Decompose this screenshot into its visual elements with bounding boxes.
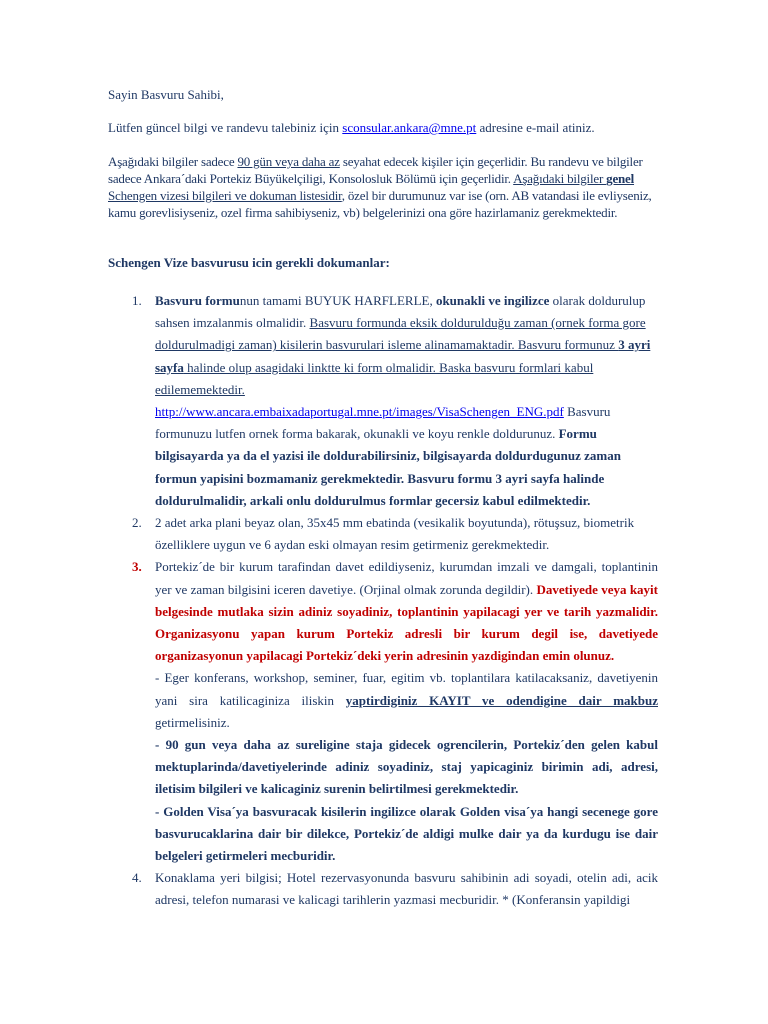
- section-title: Schengen Vize basvurusu icin gerekli dokumanlar:: [108, 255, 390, 270]
- intro-text-3: , özel bir durumunuz var ise (orn. AB vatandasi ile evliyseniz, kamu gorevlisiyseniz, ozel firma sahibiyseniz, vb) belgelerinizi ona göre hazirlamaniz gerekmektedir.: [108, 188, 652, 220]
- item1-bold-instructions: Formu bilgisayarda ya da el yazisi ile doldurabilirsiniz, bilgisayarda doldurdugunuz zaman formun yapisini bozmamaniz gerekmektedir. Basvuru formu 3 ayri sayfa halinde doldurulmalidir, arkali onlu doldurulmus formlar gecersiz kabul edilmektedir.: [155, 426, 621, 508]
- intro-text-1: Aşağıdaki bilgiler sadece: [108, 154, 238, 169]
- intro-underline-general: genel: [606, 171, 635, 186]
- intro-paragraph: [108, 153, 658, 221]
- invitation-paragraph: [155, 556, 658, 667]
- item1-underline-1: Basvuru formunda eksik doldurulduğu zaman (ornek forma gore doldurulmadigi zaman) kisilerin basvurulari isleme alinamamaktadir. Basvuru formunuz: [155, 315, 646, 353]
- list-number: 2.: [132, 515, 142, 531]
- contact-text-after: adresine e-mail atiniz.: [476, 120, 595, 135]
- visa-form-link[interactable]: http://www.ancara.embaixadaportugal.mne.pt/images/VisaSchengen_ENG.pdf: [155, 404, 564, 420]
- golden-visa-paragraph: - Golden Visa´ya basvuracak kisilerin ingilizce olarak Golden visa´ya hangi secenege gore basvurucaklarina dair bir dilekce, Portekiz´de aldigi mulke dair ya da kurdugu ise dair belgeleri getirmeleri mecburidir.: [155, 803, 658, 864]
- list-number: 4.: [132, 870, 142, 886]
- intro-underline-info: Aşağıdaki bilgiler: [513, 171, 607, 186]
- email-link[interactable]: sconsular.ankara@mne.pt: [342, 120, 477, 135]
- readable-english-bold: okunakli ve ingilizce: [435, 293, 550, 308]
- list-number: 3.: [132, 559, 142, 575]
- greeting: Sayin Basvuru Sahibi,: [108, 87, 224, 102]
- internship-paragraph: - 90 gun veya daha az sureligine staja gidecek ogrencilerin, Portekiz´den gelen kabul mektuplarinda/davetiyelerinde adiniz soyadiniz, staj yapicaginiz birimin adi, adresi, iletisim bilgileri ve kalicaginiz surenin belirtilmesi gerekmektedir.: [155, 737, 658, 797]
- list-item-4: [132, 867, 658, 911]
- list-item-body: [155, 290, 658, 512]
- list-number: 1.: [132, 293, 142, 308]
- item1-underline-2: halinde olup asagidaki linktte ki form olmalidir. Baska basvuru formlari kabul edilememektedir.: [155, 359, 594, 397]
- item1-text-2: olarak doldurulup sahsen imzalanmis olmalidir.: [155, 293, 646, 331]
- list-item-2: [132, 512, 658, 556]
- contact-paragraph: [108, 119, 658, 136]
- intro-underline-schengen: Schengen vizesi bilgileri ve dokuman listesidir: [108, 188, 342, 203]
- item3-text-2c: getirmelisiniz.: [155, 714, 230, 730]
- intro-underline-days: 90 gün veya daha az: [237, 154, 340, 169]
- registration-receipt: yaptirdiginiz KAYIT ve odendigine dair makbuz: [345, 692, 658, 708]
- contact-text-before: Lütfen güncel bilgi ve randevu talebiniz için: [108, 120, 343, 135]
- form-bold: Basvuru formu: [155, 293, 240, 308]
- list-item-3: [132, 556, 658, 867]
- conference-paragraph: [155, 667, 658, 734]
- list-item-body: [155, 556, 658, 867]
- requirements-list: [132, 290, 658, 912]
- item1-text-1: nun tamami BUYUK HARFLERLE,: [239, 293, 436, 308]
- list-item-body: Konaklama yeri bilgisi; Hotel rezervasyonunda basvuru sahibinin adi soyadi, otelin adi, acik adresi, telefon numarasi ve kalicagi tarihlerin yazmasi mecburidir. * (Konferansin yapildigi: [155, 870, 658, 908]
- list-item-body: 2 adet arka plani beyaz olan, 35x45 mm ebatinda (vesikalik boyutunda), rötuşsuz, biometrik özelliklere uygun ve 6 aydan eski olmayan resim getirmeniz gerekmektedir.: [155, 515, 635, 553]
- three-pages-bold: 3 ayri sayfa: [155, 337, 651, 375]
- invitation-warning: Davetiyede veya kayit belgesinde mutlaka sizin adiniz soyadiniz, toplantinin yapilacagi yer ve tarih yazmalidir. Organizasyonu yapan kurum Portekiz adresli bir kurum degil ise, davetiyede organizasyonun yapilacagi Portekiz´deki yerin adresinin yazdigindan emin olunuz.: [155, 581, 658, 664]
- item3-text-2a: - Eger konferans, workshop, seminer, fuar, egitim vb. toplantilara katilacaksaniz, davetiyenin yani sira katilicaginiza iliskin: [155, 670, 658, 708]
- list-item-1: [132, 290, 658, 512]
- item1-text-3: Basvuru formunuzu lutfen ornek forma bakarak, okunakli ve koyu renkle doldurunuz.: [155, 404, 611, 442]
- item3-text-1: Portekiz´de bir kurum tarafindan davet edildiyseniz, kurumdan imzali ve damgali, toplantinin yer ve zaman bilgisini iceren davetiye. (Orjinal olmak zorunda degildir).: [155, 559, 658, 597]
- intro-text-2: seyahat edecek kişiler için geçerlidir. Bu randevu ve bilgiler sadece Ankara´daki Portekiz Büyükelçiligi, Konsolosluk Bölümü için geçerlidir.: [108, 154, 643, 186]
